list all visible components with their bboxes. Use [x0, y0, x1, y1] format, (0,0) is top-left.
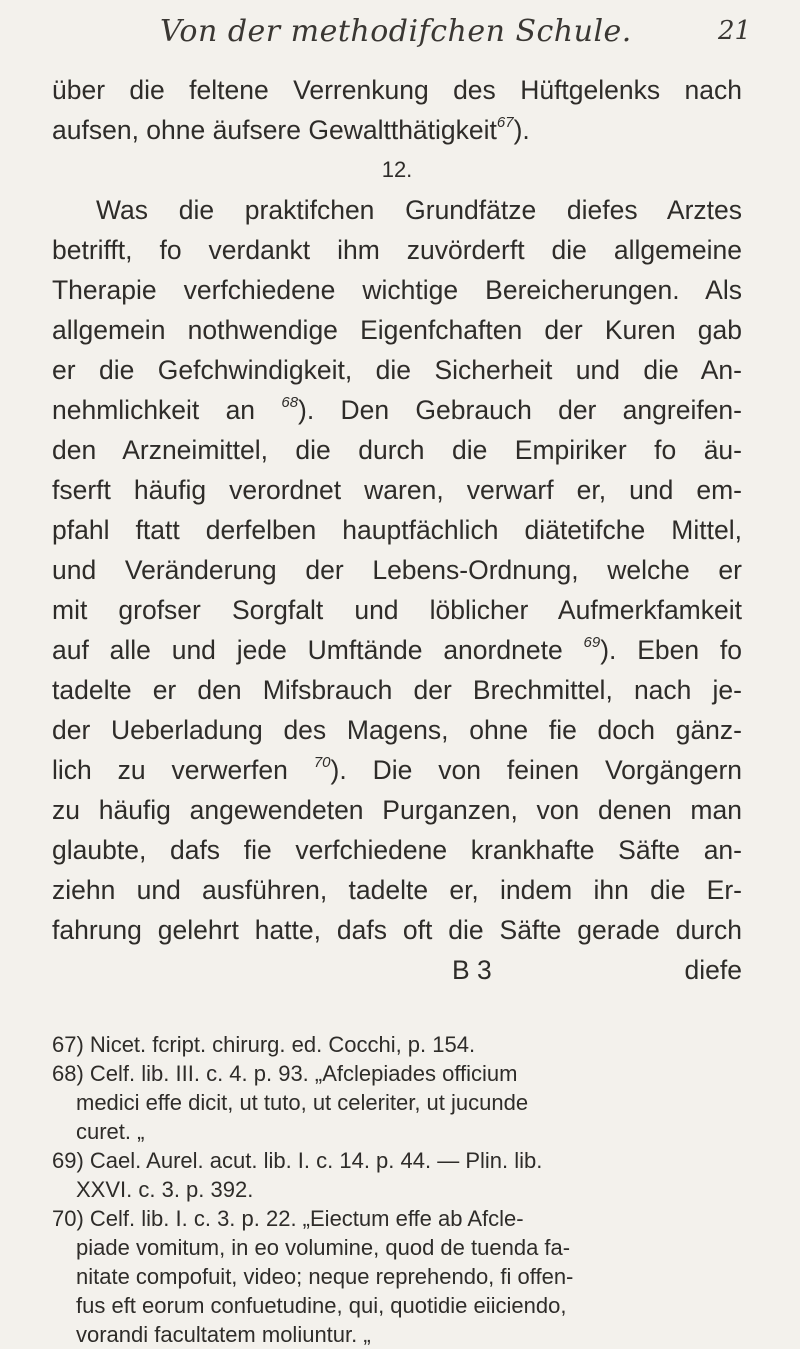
footnote-number: 68): [52, 1061, 84, 1086]
page-header: [0, 6, 800, 56]
running-title: Von der methodifchen Schule.: [160, 14, 632, 49]
text-line: und Veränderung der Lebens-Ordnung, welche er: [52, 555, 742, 585]
footnote-number: 69): [52, 1148, 84, 1173]
text-line: aufsen, ohne äufsere Gewaltthätigkeit$^{67}$).: [52, 114, 530, 145]
text-line: nehmlichkeit an $^{68}$). Den Gebrauch der angreifen-: [52, 394, 742, 425]
text-line: betrifft, fo verdankt ihm zuvörderft die allgemeine: [52, 235, 742, 265]
text-line: Was die praktifchen Grundfätze diefes Arztes: [96, 195, 742, 225]
text-line: tadelte er den Mifsbrauch der Brechmittel, nach je-: [52, 675, 742, 705]
page-number: 21: [718, 16, 752, 46]
text-line: zu häufig angewendeten Purganzen, von denen man: [52, 795, 742, 825]
footnote: 68) Celf. lib. III. c. 4. p. 93. „Afclepiades officium medici effe dicit, ut tuto, ut celeriter, ut jucunde curet. „: [52, 1061, 529, 1144]
text-line: pfahl ftatt derfelben hauptfächlich diätetifche Mittel,: [52, 515, 742, 545]
text-line: den Arzneimittel, die durch die Empiriker fo äu-: [52, 435, 742, 465]
catchword: diefe: [684, 955, 742, 985]
footnotes: [52, 1030, 752, 1349]
text-line: Therapie verfchiedene wichtige Bereicherungen. Als: [52, 275, 742, 305]
text-line: er die Gefchwindigkeit, die Sicherheit und die An-: [52, 355, 742, 385]
text-line: mit grofser Sorgfalt und löblicher Aufmerkfamkeit: [52, 595, 742, 625]
footnote: 69) Cael. Aurel. acut. lib. I. c. 14. p. 44. — Plin. lib. XXVI. c. 3. p. 392.: [52, 1148, 543, 1202]
footnote-ref: 69: [583, 634, 601, 651]
footnote-number: 70): [52, 1206, 84, 1231]
text-line: glaubte, dafs fie verfchiedene krankhafte Säfte an-: [52, 835, 742, 865]
text-line: auf alle und jede Umftände anordnete $^{69}$). Eben fo: [52, 634, 742, 665]
text-line: allgemein nothwendige Eigenfchaften der Kuren gab: [52, 315, 742, 345]
section-number: 12.: [381, 157, 413, 182]
signature-line: [52, 950, 742, 990]
text-line: fahrung gelehrt hatte, dafs oft die Säfte gerade durch: [52, 915, 742, 945]
footnote-ref: 70: [313, 754, 331, 771]
footnote: 67) Nicet. fcript. chirurg. ed. Cocchi, p. 154.: [52, 1032, 476, 1057]
footnote: 70) Celf. lib. I. c. 3. p. 22. „Eiectum effe ab Afcle- piade vomitum, in eo volumine, quod de tuenda fa- nitate compofuit, video; neque reprehendo, fi offen- fus eft eorum confuetudine, qui, quotidie eiiciendo, vorandi facultatem moliuntur. „: [52, 1206, 574, 1347]
text-line: über die feltene Verrenkung des Hüftgelenks nach: [52, 75, 742, 105]
text-line: ziehn und ausführen, tadelte er, indem ihn die Er-: [52, 875, 742, 905]
text-line: lich zu verwerfen $^{70}$). Die von feinen Vorgängern: [52, 754, 742, 785]
main-text: [52, 70, 742, 990]
text-line: fserft häufig verordnet waren, verwarf er, und em-: [52, 475, 742, 505]
signature-mark: B 3: [452, 955, 492, 985]
footnote-number: 67): [52, 1032, 84, 1057]
text-line: der Ueberladung des Magens, ohne fie doch gänz-: [52, 715, 742, 745]
footnote-ref: 68: [281, 394, 299, 411]
footnote-ref: 67: [496, 114, 514, 131]
